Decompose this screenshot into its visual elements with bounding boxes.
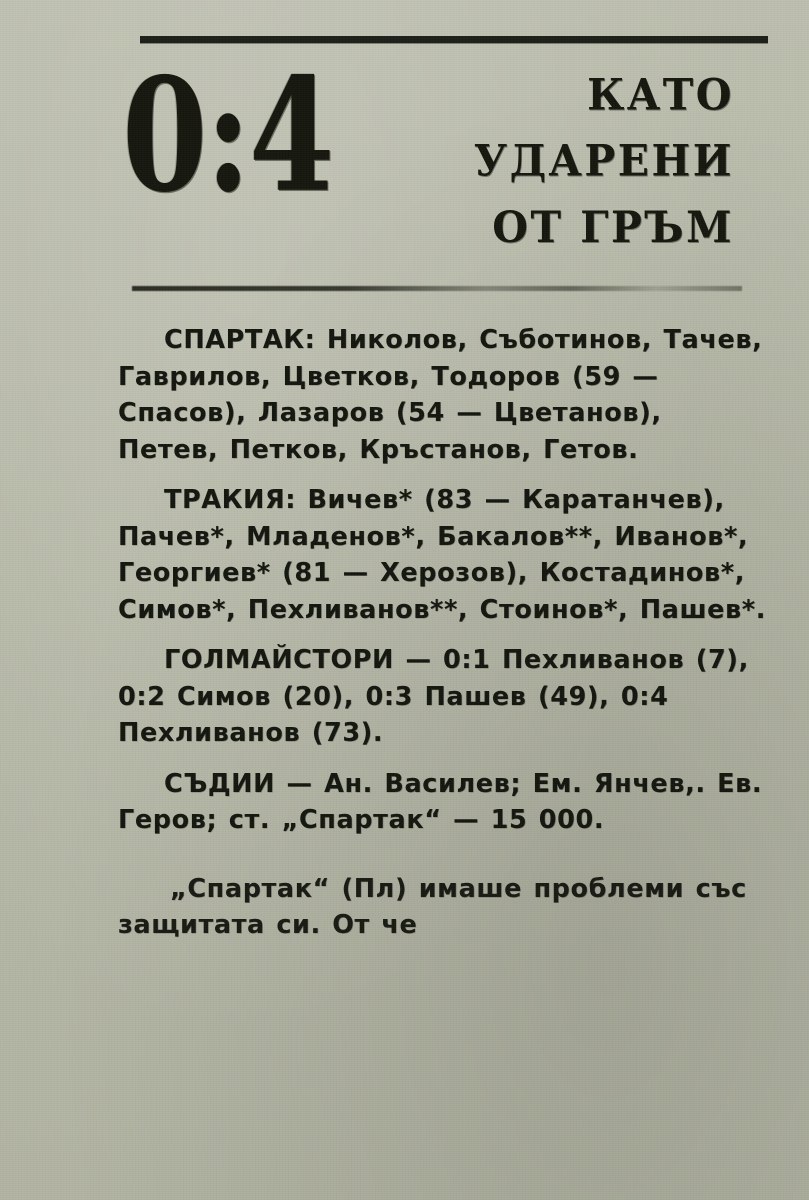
paragraph-report-start: „Спартак“ (Пл) имаше проблеми със защитата си. От че: [118, 873, 747, 940]
headline-line-1: КАТО: [587, 69, 734, 121]
score-headline: 0:4: [122, 44, 333, 228]
headline-line-2: УДАРЕНИ: [473, 135, 734, 187]
top-rule-divider: [140, 36, 768, 43]
paragraph-referees: СЪДИИ — Ан. Василев; Ем. Янчев,. Ев. Геров; ст. „Спартак“ — 15 000.: [118, 768, 763, 835]
headline-line-3: ОТ ГРЪМ: [492, 201, 734, 253]
article-body: [118, 322, 766, 958]
paragraph-lineup-trakiya: ТРАКИЯ: Вичев* (83 — Каратанчев), Пачев*, Младенов*, Бакалов**, Иванов*, Георгиев* (81 — Херозов), Костадинов*, Симов*, Пехливанов**, Стоинов*, Пашев*.: [118, 485, 766, 625]
article-column: [110, 0, 770, 1200]
paragraph-lineup-spartak: СПАРТАК: Николов, Съботинов, Тачев, Гаврилов, Цветков, Тодоров (59 — Спасов), Лазаров (54 — Цветанов), Петев, Петков, Кръстанов, Гетов.: [118, 325, 763, 465]
paragraph-goalscorers: ГОЛМАЙСТОРИ — 0:1 Пехливанов (7), 0:2 Симов (20), 0:3 Пашев (49), 0:4 Пехливанов (73).: [118, 645, 749, 748]
mid-rule-divider: [132, 286, 742, 291]
headline: [474, 62, 734, 260]
masthead: [110, 44, 770, 253]
